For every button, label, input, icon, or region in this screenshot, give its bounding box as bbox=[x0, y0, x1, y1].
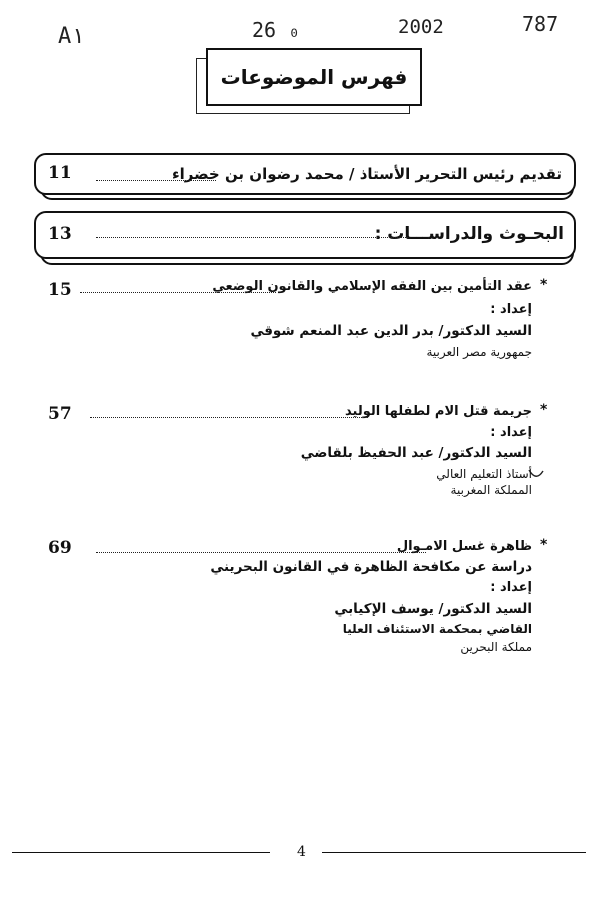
page-title: فهرس الموضوعات bbox=[206, 48, 422, 106]
entry-3-title: ظاهرة غسل الامـوال bbox=[396, 539, 532, 554]
entry-3-page-number: 69 bbox=[48, 538, 72, 558]
entry-3-leader-dots bbox=[96, 552, 426, 553]
entry-1-leader-dots bbox=[80, 292, 276, 293]
entry-1-title: عقد التأمين بين الفقه الإسلامي والقانون الوضعي bbox=[212, 279, 532, 294]
intro-leader-dots bbox=[96, 180, 216, 181]
footer-rule-left bbox=[12, 852, 270, 853]
entry-2-affiliation-country: المملكة المغربية bbox=[450, 483, 532, 497]
entry-2-leader-dots bbox=[90, 417, 368, 418]
section-heading: البحـوث والدراســـات : bbox=[374, 224, 564, 244]
entry-2-title: جريمة قتل الام لطفلها الوليد bbox=[345, 404, 532, 419]
entry-1-bullet: * bbox=[540, 277, 548, 293]
entry-1-prepared-by-label: إعداد : bbox=[490, 302, 532, 317]
intro-band bbox=[34, 153, 576, 195]
entry-1-author: السيد الدكتور/ بدر الدين عبد المنعم شوقي bbox=[250, 323, 532, 339]
entry-3-affiliation-title: القاضي بمحكمة الاستئناف العليا bbox=[342, 622, 532, 636]
handwritten-note-center: 26 ₀ bbox=[252, 18, 301, 42]
entry-3-subtitle: دراسة عن مكافحة الظاهرة في القانون البحريني bbox=[210, 559, 532, 575]
handwritten-note-year: 2002 bbox=[398, 16, 444, 38]
entry-3-prepared-by-label: إعداد : bbox=[490, 580, 532, 595]
section-band bbox=[34, 211, 576, 259]
entry-2-bullet: * bbox=[540, 402, 548, 418]
section-page-number: 13 bbox=[48, 224, 72, 244]
entry-2-prepared-by-label: إعداد : bbox=[490, 425, 532, 440]
footer-page-number: 4 bbox=[297, 844, 306, 860]
footer-rule-right bbox=[322, 852, 586, 853]
entry-3-author: السيد الدكتور/ يوسف الإكيابي bbox=[334, 601, 532, 617]
intro-page-number: 11 bbox=[48, 163, 72, 183]
entry-2-page-number: 57 bbox=[48, 404, 72, 424]
entry-3-bullet: * bbox=[540, 537, 548, 553]
entry-2-affiliation-title: أستاذ التعليم العالي bbox=[436, 467, 532, 481]
section-leader-dots bbox=[96, 237, 408, 238]
handwritten-note-right: 787 bbox=[522, 12, 559, 36]
handwritten-note-left: A١ bbox=[58, 24, 85, 49]
entry-1-page-number: 15 bbox=[48, 280, 72, 300]
entry-2-author: السيد الدكتور/ عبد الحفيظ بلقاضي bbox=[300, 445, 532, 461]
entry-1-affiliation: جمهورية مصر العربية bbox=[426, 345, 532, 359]
entry-3-affiliation-country: مملكة البحرين bbox=[460, 640, 532, 654]
intro-text: تقديم رئيس التحرير الأستاذ / محمد رضوان بن خضراء bbox=[171, 165, 562, 183]
